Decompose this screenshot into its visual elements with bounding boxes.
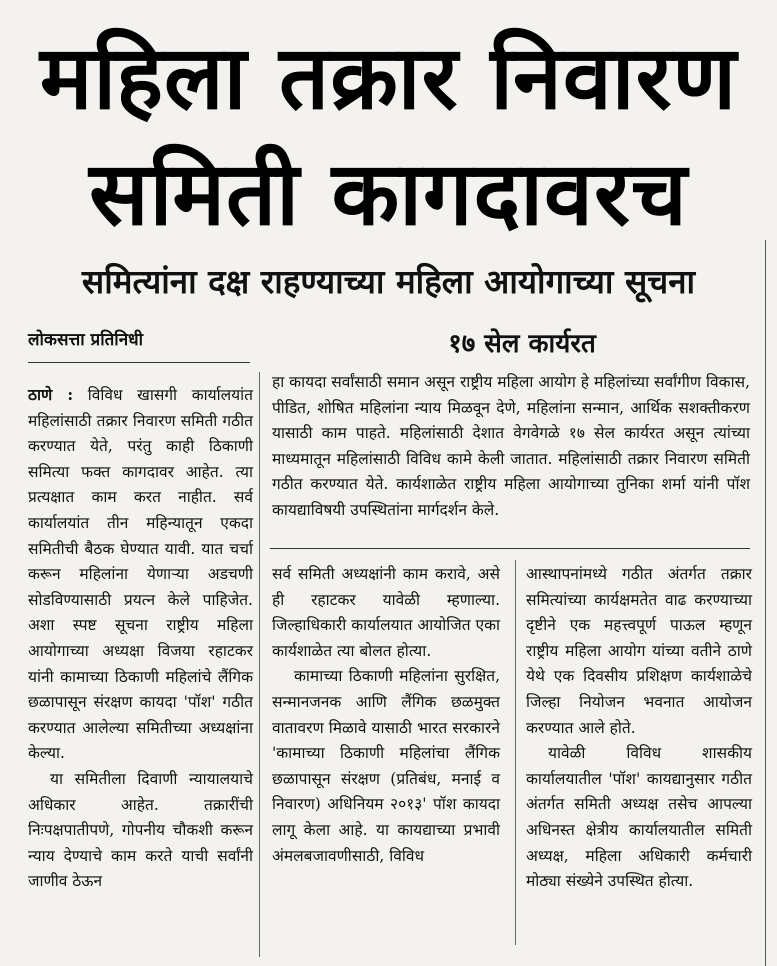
article-paragraph: सर्व समिती अध्यक्षांनी काम करावे, असे ही रहाटकर यावेळी म्हणाल्या. जिल्हाधिकारी कार्यालयात आयोजित एका कार्यशाळेत त्या बोलत होत्या. [272, 565, 500, 660]
article-column-1 [28, 382, 253, 895]
page-edge-divider [765, 240, 766, 966]
byline-divider [28, 362, 250, 363]
article-column-3 [526, 562, 752, 895]
column-divider-1 [259, 372, 260, 957]
box-title: १७ सेल कार्यरत [448, 329, 596, 359]
article-paragraph [28, 382, 253, 767]
article-column-2 [272, 562, 500, 869]
article-paragraph: यावेळी विविध शासकीय कार्यालयातील 'पॉश' कायद्यानुसार गठीत अंतर्गत समिती अध्यक्ष तसेच आपल्या अधिनस्त क्षेत्रीय कार्यालयातील समिती अध्यक्ष, महिला अधिकारी कर्मचारी मोठ्या संख्येने उपस्थित होत्या. [526, 744, 752, 891]
article-paragraph: कामाच्या ठिकाणी महिलांना सुरक्षित, सन्मानजनक आणि लैंगिक छळमुक्त वातावरण मिळावे यासाठी भारत सरकारने 'कामाच्या ठिकाणी महिलांचा लैंगिक छळापासून संरक्षण (प्रतिबंध, मनाई व निवारण) अधिनियम २०१३' पॉश कायदा लागू केला आहे. या कायद्याच्या प्रभावी अंमलबजावणीसाठी, विविध [272, 667, 500, 865]
headline-line-2: समिती कागदावरच [89, 142, 688, 245]
dateline: ठाणे : [28, 385, 74, 404]
column-divider-2 [515, 560, 516, 945]
box-text [272, 370, 750, 524]
subheadline: समित्यांना दक्ष राहण्याच्या महिला आयोगाच्या सूचना [81, 262, 696, 301]
article-paragraph: आस्थापनांमध्ये गठीत अंतर्गत तक्रार समित्यांच्या कार्यक्षमतेत वाढ करण्याच्या दृष्टीने एक महत्त्वपूर्ण पाऊल म्हणून राष्ट्रीय महिला आयोग यांच्या वतीने ठाणे येथे एक दिवसीय प्रशिक्षण कार्यशाळेचे जिल्हा नियोजन भवनात आयोजन करण्यात आले होते. [526, 565, 752, 737]
article-paragraph-text: विविध खासगी कार्यालयांत महिलांसाठी तक्रार निवारण समिती गठीत करण्यात येते, परंतु काही ठिकाणी समित्या फक्त कागदावर आहेत. त्या प्रत्यक्षात काम करत नाहीत. सर्व कार्यालयांत तीन महिन्यातून एकदा समितीची बैठक घेण्यात यावी. यात चर्चा करून महिलांना येणाऱ्या अडचणी सोडविण्यासाठी प्रयत्न केले पाहिजेत. अशा स्पष्ट सूचना राष्ट्रीय महिला आयोगाच्या अध्यक्षा विजया रहाटकर यांनी कामाच्या ठिकाणी महिलांचे लैंगिक छळापासून संरक्षण कायदा 'पॉश' गठीत करण्यात आलेल्या समितीच्या अध्यक्षांना केल्या. [28, 386, 253, 763]
headline-line-1: महिला तक्रार निवारण [39, 26, 738, 129]
box-paragraph: हा कायदा सर्वांसाठी समान असून राष्ट्रीय महिला आयोग हे महिलांच्या सर्वांगीण विकास, पीडित, शोषित महिलांना न्याय मिळवून देणे, महिलांना सन्मान, आर्थिक सशक्तीकरण यासाठी काम पाहते. महिलांसाठी देशात वेगवेगळे १७ सेल कार्यरत असून त्यांच्या माध्यमातून महिलांसाठी विविध कामे केली जातात. महिलांसाठी तक्रार निवारण समिती गठीत करण्यात येते. कार्यशाळेत राष्ट्रीय महिला आयोगाच्या तुनिका शर्मा यांनी पॉश कायद्याविषयी उपस्थितांना मार्गदर्शन केले. [272, 373, 750, 519]
article-paragraph: या समितीला दिवाणी न्यायालयाचे अधिकार आहेत. तक्रारींची निःपक्षपातीपणे, गोपनीय चौकशी करून न्याय देण्याचे काम करते याची सर्वांनी जाणीव ठेऊन [28, 769, 253, 891]
byline: लोकसत्ता प्रतिनिधी [28, 330, 144, 350]
box-divider [270, 548, 750, 549]
